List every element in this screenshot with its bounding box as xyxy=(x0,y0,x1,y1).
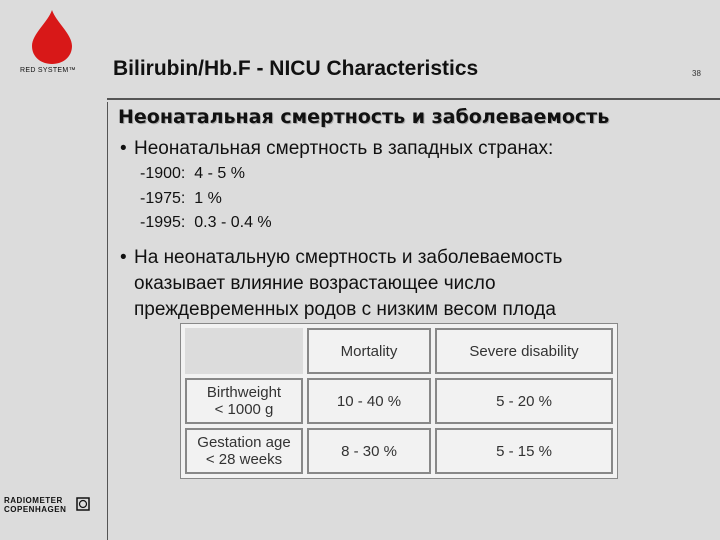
table-cell: 8 - 30 % xyxy=(307,428,431,474)
sidebar-divider xyxy=(107,102,108,540)
page-number: 38 xyxy=(692,69,701,78)
sub-item: -1975: 1 % xyxy=(140,190,222,207)
bullet-dot-icon: • xyxy=(120,247,127,268)
company-logo xyxy=(4,496,66,514)
sub-item: -1995: 0.3 - 0.4 % xyxy=(140,214,272,231)
row-header-line: Gestation age xyxy=(197,434,291,451)
row-header-line: < 28 weeks xyxy=(205,451,283,468)
table-corner xyxy=(185,328,303,374)
row-header-line: Birthweight xyxy=(206,384,282,401)
company-name: RADIOMETER xyxy=(4,496,63,505)
table-row xyxy=(185,378,613,424)
slide-subtitle: Неонатальная смертность и заболеваемость xyxy=(118,106,610,128)
page-title: Bilirubin/Hb.F - NICU Characteristics xyxy=(113,57,479,80)
table-header-row xyxy=(185,328,613,374)
column-header: Mortality xyxy=(307,328,431,374)
row-header xyxy=(185,428,303,474)
bullet-item xyxy=(120,138,553,160)
row-header xyxy=(185,378,303,424)
header-divider xyxy=(107,98,720,100)
brand-label: RED SYSTEM™ xyxy=(20,67,76,74)
column-header: Severe disability xyxy=(435,328,613,374)
row-header-line: < 1000 g xyxy=(214,401,274,418)
bullet-text: Неонатальная смертность в западных странах: xyxy=(134,138,554,159)
company-city: COPENHAGEN xyxy=(4,505,67,514)
bullet-text: преждевременных родов с низким весом плода xyxy=(134,299,556,320)
table-cell: 5 - 15 % xyxy=(435,428,613,474)
table-cell: 10 - 40 % xyxy=(307,378,431,424)
statistics-table xyxy=(180,323,618,479)
table-row xyxy=(185,428,613,474)
bullet-dot-icon: • xyxy=(120,138,127,159)
bullet-item xyxy=(120,245,680,323)
bullet-text: оказывает влияние возрастающее число xyxy=(134,273,496,294)
sub-item: -1900: 4 - 5 % xyxy=(140,165,245,182)
blood-drop-logo-icon xyxy=(28,8,76,66)
table-cell: 5 - 20 % xyxy=(435,378,613,424)
bullet-text: На неонатальную смертность и заболеваемость xyxy=(134,247,563,268)
radiometer-emblem-icon xyxy=(76,497,90,511)
